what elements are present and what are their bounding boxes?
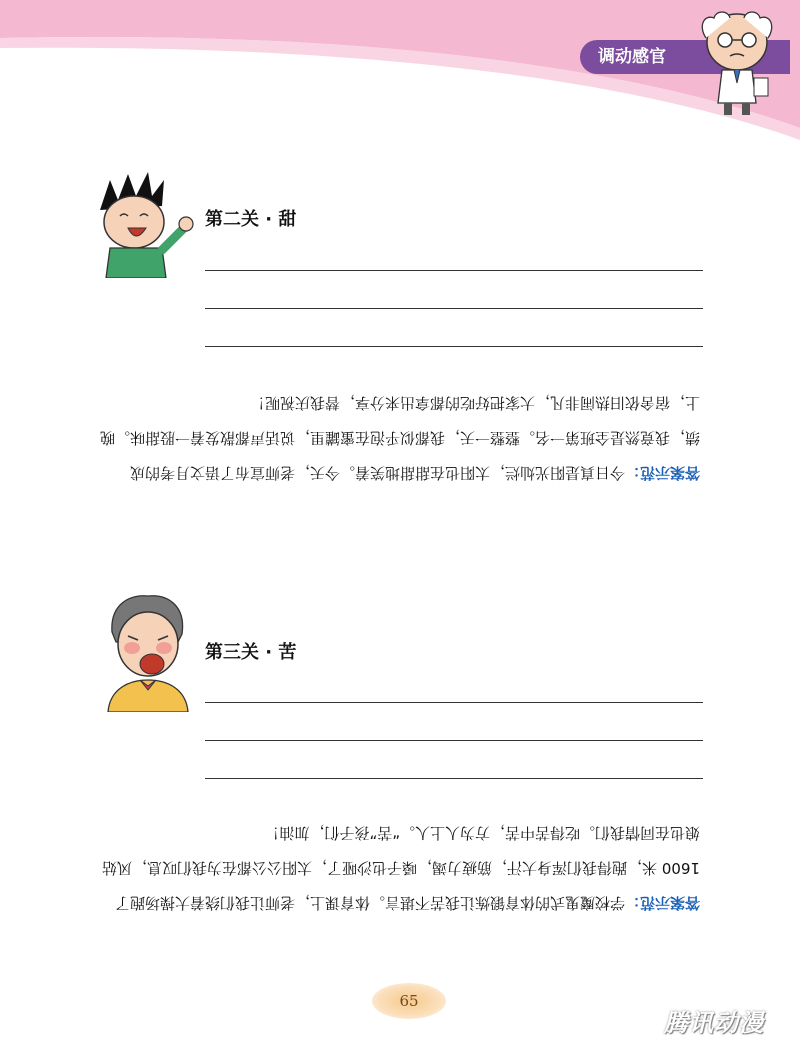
stage3-hint-text: 学校魔鬼式的体育锻炼让我苦不堪言。体育课上，老师让我们绕着大操场跑了 1600 米，跑得我们浑身大汗，筋疲力竭，嗓子也沙哑了，太阳公公都在为我们叹息，风姑娘也在同情我们。吃得苦中苦，方为人上人。“苦”孩子们，加油！ bbox=[102, 824, 700, 912]
stage3-answer-line-3[interactable] bbox=[205, 778, 703, 779]
cheering-boy-illustration bbox=[92, 170, 197, 278]
stage2-sample-answer bbox=[100, 385, 700, 490]
header-band bbox=[0, 0, 800, 150]
stage3-title: 第三关 · 苦 bbox=[205, 642, 297, 663]
watermark-logo: 腾讯动漫 bbox=[664, 1009, 764, 1037]
stage3-hint-label: 答案示范： bbox=[624, 894, 700, 912]
stage2-answer-line-3[interactable] bbox=[205, 346, 703, 347]
section-title: 调动感官 bbox=[598, 47, 666, 67]
professor-mascot-illustration bbox=[692, 8, 782, 118]
stage3-answer-line-1[interactable] bbox=[205, 702, 703, 703]
stage2-title: 第二关 · 甜 bbox=[205, 209, 297, 230]
stage2-answer-line-2[interactable] bbox=[205, 308, 703, 309]
stage2-answer-line-1[interactable] bbox=[205, 270, 703, 271]
stage2-hint-label: 答案示范： bbox=[624, 464, 700, 482]
stage3-answer-line-2[interactable] bbox=[205, 740, 703, 741]
stage2-hint-text: 今日真是阳光灿烂，太阳也在甜甜地笑着。今天，老师宣布了语文月考的成绩，我竟然是全班第一名。整整一天，我都似乎泡在蜜罐里，说话声都散发着一股甜味。晚上，宿舍依旧热闹非凡，大家把好吃的都拿出来分享，替我庆祝呢！ bbox=[99, 394, 700, 482]
page-number: 65 bbox=[372, 983, 446, 1019]
stage3-sample-answer bbox=[100, 815, 700, 920]
crying-woman-illustration bbox=[100, 592, 195, 712]
